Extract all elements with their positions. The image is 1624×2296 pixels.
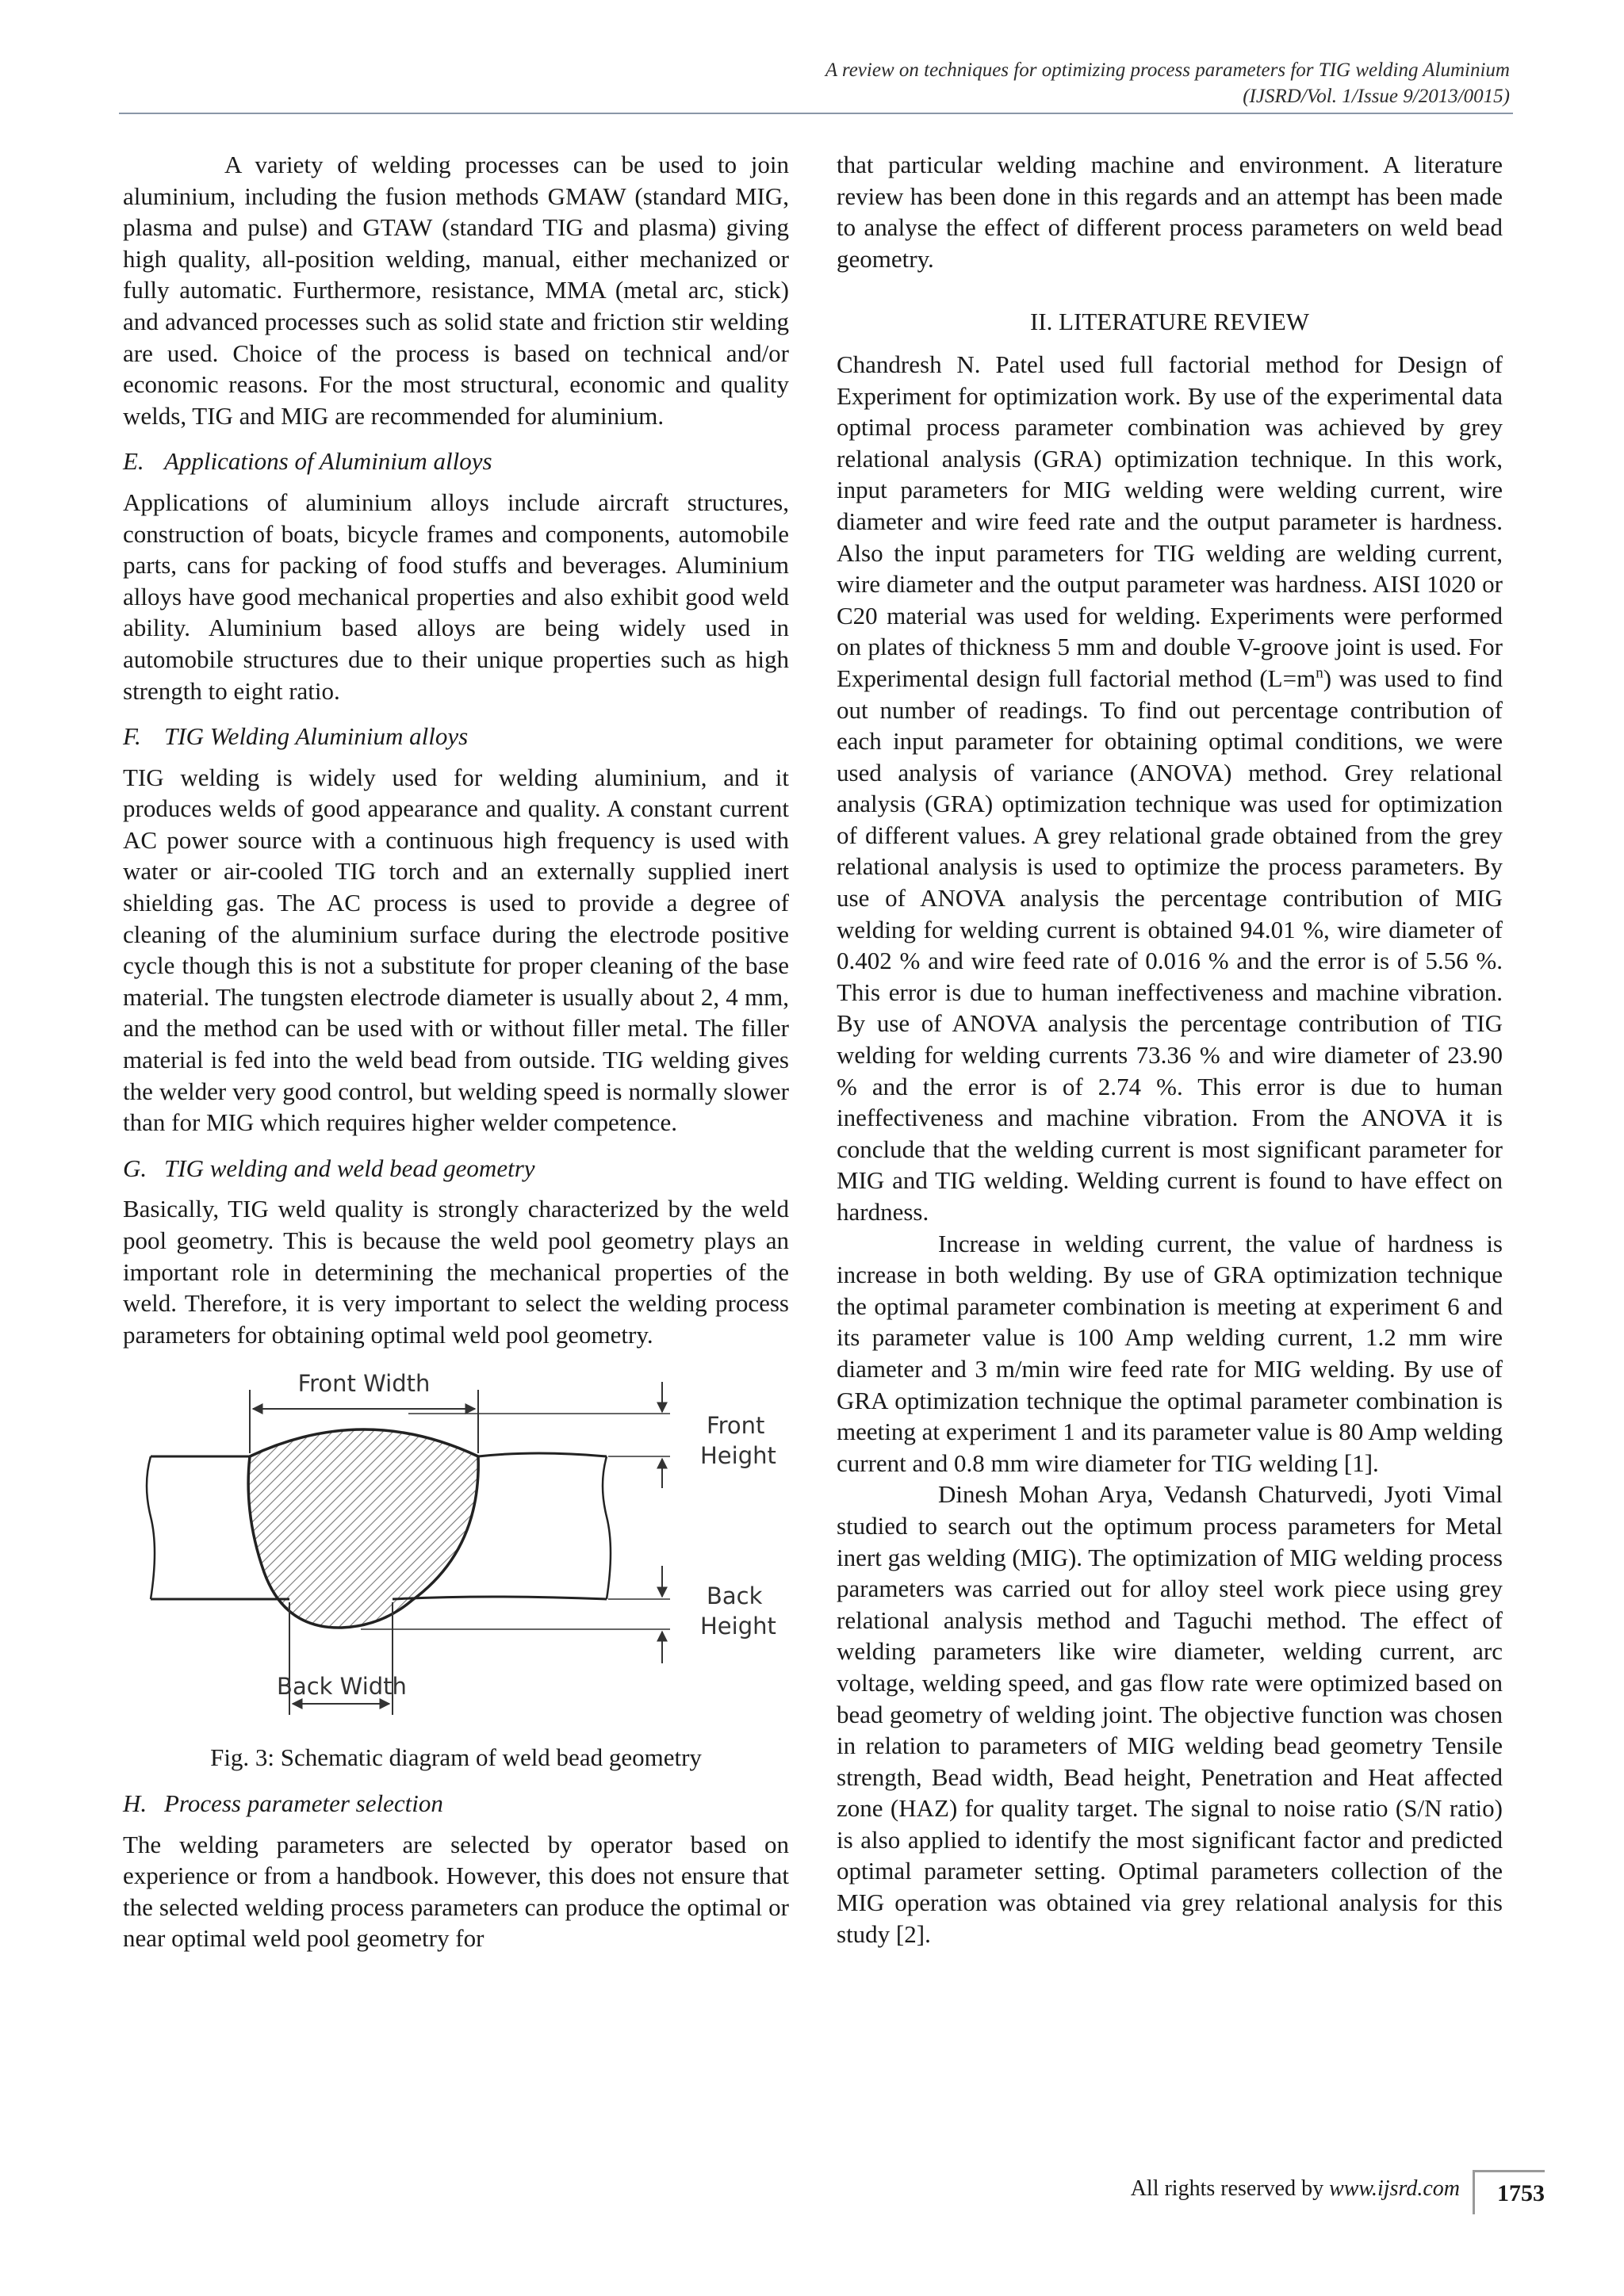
section-g-label: G. xyxy=(123,1154,147,1182)
running-header xyxy=(825,57,1510,109)
section-f-text: TIG welding is widely used for welding aluminium, and it produces welds of good appearance and quality. A constant current AC power source with a continuous high frequency is used with water or air-cooled TIG torch and an externally supplied inert shielding gas. The AC process is used to provide a degree of cleaning of the aluminium surface during the electrode positive cycle though this is not a substitute for proper cleaning of the base material. The tungsten electrode diameter is usually about 2, 4 mm, and the method can be used with or without filler metal. The filler material is fed into the weld bead from outside. TIG welding gives the welder very good control, but welding speed is normally slower than for MIG which requires higher welder competence. xyxy=(123,763,789,1137)
rights-text: All rights reserved by xyxy=(1130,2176,1324,2201)
copyright-notice xyxy=(1131,2170,1475,2214)
page-number: 1753 xyxy=(1475,2170,1545,2214)
intro-paragraph: A variety of welding processes can be used to join aluminium, including the fusion methods GMAW (standard MIG, plasma and pulse) and GTAW (standard TIG and plasma) giving high quality, all-position welding, manual, either mechanized or fully automatic. Furthermore, resistance, MMA (metal arc, stick) and advanced processes such as solid state and friction stir welding are used. Choice of the process is based on technical and/or economic reasons. For the most structural, economic and quality welds, TIG and MIG are recommended for aluminium. xyxy=(123,151,789,430)
section-h-title: Process parameter selection xyxy=(164,1789,443,1817)
section-e-label: E. xyxy=(123,447,144,476)
header-rule xyxy=(119,113,1513,114)
weld-bead-diagram xyxy=(123,1358,789,1731)
front-label: Front xyxy=(707,1412,765,1440)
plate-bottom-right xyxy=(393,1597,607,1599)
section-g-text: Basically, TIG weld quality is strongly characterized by the weld pool geometry. This is because the weld pool geometry plays an important role in determining the mechanical properties of the weld. Therefore, it is very important to select the welding process parameters for obtaining optimal weld pool geometry. xyxy=(123,1195,789,1349)
section-h-text: The welding parameters are selected by operator based on experience or from a handbook. However, this does not ensure that the selected welding process parameters can produce the optimal or near optimal weld pool geometry for xyxy=(123,1830,789,1953)
right-column xyxy=(837,149,1503,1950)
section-f-heading xyxy=(123,721,789,752)
figure-caption: Fig. 3: Schematic diagram of weld bead geometry xyxy=(210,1743,702,1772)
front-height-label: Height xyxy=(700,1442,776,1470)
review-paragraph-3: Dinesh Mohan Arya, Vedansh Chaturvedi, Jyoti Vimal studied to search out the optimum process parameters for Metal inert gas welding (MIG). The optimization of MIG welding process parameters was carried out for alloy steel work piece using grey relational analysis method and Taguchi method. The effect of welding parameters like wire diameter, welding current, arc voltage, welding speed, and gas flow rate were optimized based on bead geometry of welding joint. The objective function was chosen in relation to parameters of MIG welding bead geometry Tensile strength, Bead width, Bead height, Penetration and Heat affected zone (HAZ) for quality target. The signal to noise ratio (S/N ratio) is also applied to identify the most significant factor and predicted optimal parameter setting. Optimal parameters collection of the MIG operation was obtained via grey relational analysis for this study [2]. xyxy=(837,1480,1503,1948)
plate-break-left xyxy=(147,1456,155,1599)
plate-top-right xyxy=(478,1453,607,1456)
review-p1-end: ) was used to find out number of readings. To find out percentage contribution of each input parameter for obtaining optimal conditions, we were used analysis of variance (ANOVA) method. Grey relational analysis (GRA) optimization technique was used for optimization of different values. A grey relational grade obtained from the grey relational analysis is used to optimize the process parameters. By use of ANOVA analysis the percentage contribution of MIG welding for welding current is obtained 94.01 %, wire diameter of 0.402 % and wire feed rate of 0.016 % and the error is of 5.56 %. This error is due to human ineffectiveness and machine vibration. By use of ANOVA analysis the percentage contribution of TIG welding for welding currents 73.36 % and wire diameter of 23.90 % and the error is of 2.74 %. This error is due to human ineffectiveness and machine vibration. From the ANOVA it is conclude that the welding current is most significant parameter for MIG and TIG welding. Welding current is found to have effect on hardness. xyxy=(837,664,1503,1226)
header-journal: (IJSRD/Vol. 1/Issue 9/2013/0015) xyxy=(1243,86,1510,107)
section-g-heading xyxy=(123,1153,789,1184)
section-h-label: H. xyxy=(123,1789,147,1817)
header-title: A review on techniques for optimizing process parameters for TIG welding Aluminium xyxy=(825,59,1510,81)
section-g-title: TIG welding and weld bead geometry xyxy=(164,1154,535,1182)
back-width-label: Back Width xyxy=(277,1673,407,1701)
front-width-label: Front Width xyxy=(297,1370,431,1398)
section-e-text: Applications of aluminium alloys include aircraft structures, construction of boats, bicycle frames and components, automobile parts, cans for packing of food stuffs and beverages. Aluminium alloys have good mechanical properties and also exhibit good weld ability. Aluminium based alloys are being widely used in automobile structures due to their unique properties such as high strength to eight ratio. xyxy=(123,488,789,705)
literature-review-heading: II. LITERATURE REVIEW xyxy=(1029,308,1310,336)
site-link[interactable]: www.ijsrd.com xyxy=(1329,2176,1460,2201)
section-h-heading xyxy=(123,1788,789,1820)
page-footer xyxy=(1131,2170,1545,2214)
left-column xyxy=(123,149,789,1954)
review-p1-superscript: n xyxy=(1316,664,1323,682)
section-f-title: TIG Welding Aluminium alloys xyxy=(164,722,469,751)
review-paragraph-2: Increase in welding current, the value of hardness is increase in both welding. By use of GRA optimization technique the optimal parameter combination is meeting at experiment 6 and its parameter value is 100 Amp welding current, 1.2 mm wire diameter and 3 m/min wire feed rate for MIG welding. By use of GRA optimization technique the optimal parameter combination is meeting at experiment 1 and its parameter value is 80 Amp welding current and 0.8 mm wire diameter for TIG welding [1]. xyxy=(837,1229,1503,1477)
section-e-title: Applications of Aluminium alloys xyxy=(164,447,492,476)
review-paragraph-1 xyxy=(837,349,1503,1228)
continuation-paragraph: that particular welding machine and environment. A literature review has been done in this regards and an attempt has been made to analyse the effect of different process parameters on weld bead geometry. xyxy=(837,151,1503,273)
section-e-heading xyxy=(123,446,789,477)
section-f-label: F. xyxy=(123,722,141,751)
back-height-label: Height xyxy=(700,1613,776,1640)
review-p1-start: Chandresh N. Patel used full factorial method for Design of Experiment for optimization work. By use of the experimental data optimal process parameter combination was achieved by grey relational analysis (GRA) optimization technique. In this work, input parameters for MIG welding were welding current, wire diameter and wire feed rate and the output parameter is hardness. Also the input parameters for TIG welding are welding current, wire diameter and the output parameter was hardness. AISI 1020 or C20 material was used for welding. Experiments were performed on plates of thickness 5 mm and double V-groove joint is used. For Experimental design full factorial method (L=m xyxy=(837,350,1503,692)
plate-break-right xyxy=(603,1456,611,1599)
back-label: Back xyxy=(707,1582,763,1610)
weld-bead-figure xyxy=(123,1358,789,1731)
